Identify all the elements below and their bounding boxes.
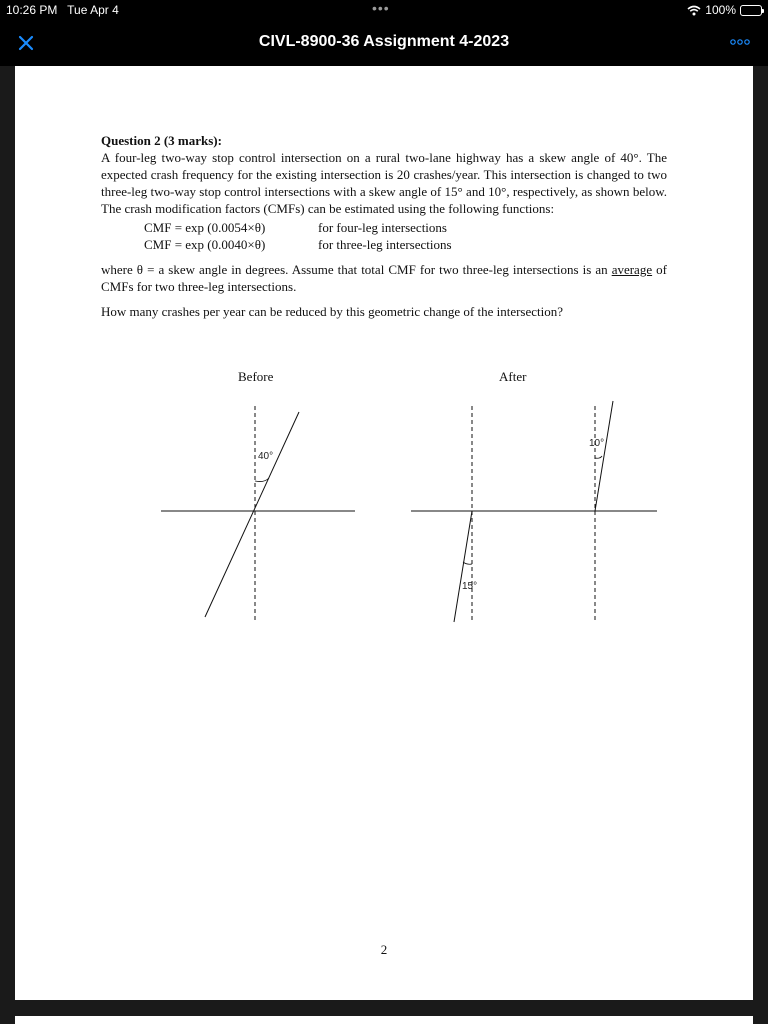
- pdf-page: [15, 66, 753, 1000]
- before-diagram: [161, 406, 355, 621]
- intersection-figure: [15, 66, 753, 686]
- question-prompt: How many crashes per year can be reduced by this geometric change of the intersection?: [101, 304, 564, 319]
- document-title: CIVL-8900-36 Assignment 4-2023: [258, 33, 510, 50]
- question-body: A four-leg two-way stop control intersection on a rural two-lane highway has a skew angle of 40°. The expected crash frequency for the existing intersection is 20 crashes/year. This intersection is changed to two three-leg two-way stop control intersections with a skew angle of 15° and 10°, respectively, as shown below. The crash modification factors (CMFs) can be estimated using the following functions:: [101, 150, 667, 216]
- formula-description: for three-leg intersections: [318, 237, 452, 252]
- after-angle-label-1: 15°: [462, 581, 478, 592]
- nav-bar: [0, 20, 768, 66]
- where-paragraph: where θ = a skew angle in degrees. Assume that total CMF for two three-leg intersections is an average of CMFs for two three-leg intersections.: [101, 262, 667, 294]
- formula-description: for four-leg intersections: [318, 220, 447, 235]
- after-skewed-road-2: [595, 401, 613, 511]
- status-right: [687, 3, 762, 17]
- before-label: Before: [238, 369, 274, 384]
- formula-expression: CMF = exp (0.0040×θ): [144, 237, 266, 252]
- after-label: After: [499, 369, 527, 384]
- before-angle-label: 40°: [258, 451, 274, 462]
- multitasking-dots-icon[interactable]: •••: [372, 0, 390, 16]
- after-angle-label-2: 10°: [589, 438, 605, 449]
- battery-icon: [740, 5, 762, 16]
- battery-percent: 100%: [705, 3, 736, 17]
- formula-expression: CMF = exp (0.0054×θ): [144, 220, 266, 235]
- after-angle-arc-2: [595, 456, 602, 458]
- page-number: 2: [380, 942, 388, 957]
- more-options-icon[interactable]: [730, 34, 750, 50]
- wifi-icon: [687, 5, 701, 16]
- after-angle-arc-1: [463, 562, 472, 564]
- before-skewed-road: [205, 412, 299, 617]
- status-time: 10:26 PM Tue Apr 4: [6, 3, 119, 17]
- after-diagram: [411, 401, 657, 622]
- question-title: Question 2 (3 marks):: [101, 133, 222, 148]
- status-bar: [0, 0, 768, 20]
- next-pdf-page: [15, 1016, 753, 1024]
- after-skewed-road-1: [454, 511, 472, 622]
- document-viewer[interactable]: [0, 66, 768, 1024]
